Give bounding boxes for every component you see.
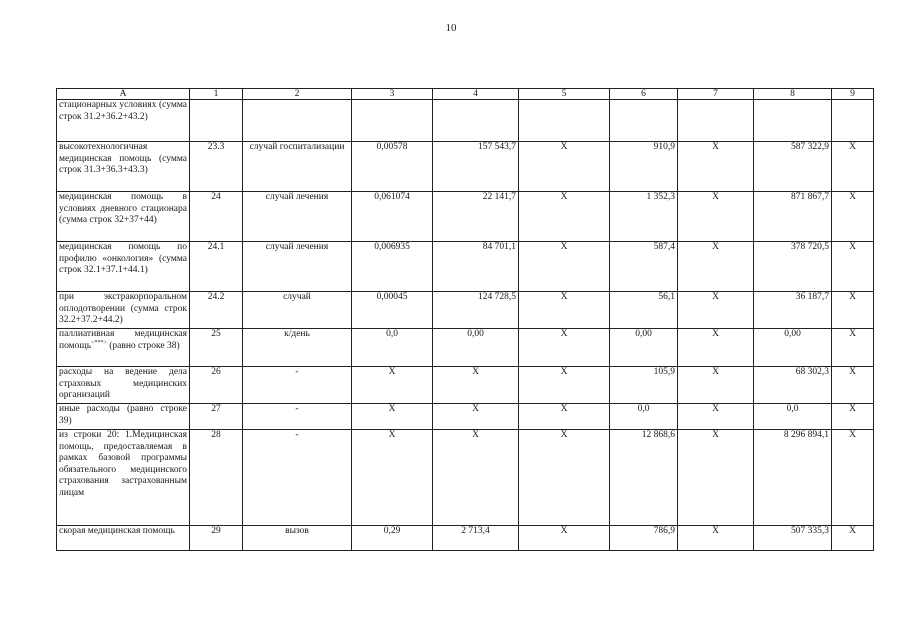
- cell-col5: Х: [519, 242, 610, 292]
- cell-col3: 0,00578: [352, 142, 433, 192]
- row-code: 27: [190, 404, 243, 430]
- cell-col3: 0,29: [352, 526, 433, 551]
- cell-col7: Х: [678, 192, 754, 242]
- row-code: 24.1: [190, 242, 243, 292]
- footnote-mark: <***>: [91, 339, 107, 346]
- table-row: [57, 100, 874, 142]
- row-code: 24: [190, 192, 243, 242]
- cell-col8: 0,00: [754, 329, 832, 367]
- cell-col6: 105,9: [610, 367, 678, 404]
- row-unit: случай: [243, 292, 352, 329]
- cell-col9: Х: [832, 367, 874, 404]
- row-name: стационарных условиях (сумма строк 31.2+36.2+43.2): [57, 100, 190, 142]
- cell-col9: Х: [832, 192, 874, 242]
- cell-col5: Х: [519, 367, 610, 404]
- header-row: [57, 89, 874, 100]
- table-row: [57, 526, 874, 551]
- cell-col9: Х: [832, 142, 874, 192]
- row-name: иные расходы (равно строке 39): [57, 404, 190, 430]
- column-header: 3: [352, 89, 433, 100]
- cell-col4: Х: [433, 404, 519, 430]
- cell-col5: [519, 100, 610, 142]
- row-unit: случай госпитализации: [243, 142, 352, 192]
- cell-col9: Х: [832, 526, 874, 551]
- cell-col6: 12 868,6: [610, 430, 678, 526]
- cell-col4: Х: [433, 430, 519, 526]
- row-code: [190, 100, 243, 142]
- cell-col8: 0,0: [754, 404, 832, 430]
- cell-col4: Х: [433, 367, 519, 404]
- table-row: [57, 292, 874, 329]
- cell-col4: 84 701,1: [433, 242, 519, 292]
- row-code: 26: [190, 367, 243, 404]
- cell-col3: 0,061074: [352, 192, 433, 242]
- cell-col5: Х: [519, 404, 610, 430]
- cell-col3: 0,006935: [352, 242, 433, 292]
- cell-col7: Х: [678, 430, 754, 526]
- table-row: [57, 404, 874, 430]
- cell-col7: Х: [678, 367, 754, 404]
- row-unit: -: [243, 367, 352, 404]
- column-header: 2: [243, 89, 352, 100]
- row-name: расходы на ведение дела страховых медицинских организаций: [57, 367, 190, 404]
- cell-col3: Х: [352, 430, 433, 526]
- cell-col6: 786,9: [610, 526, 678, 551]
- table-row: [57, 242, 874, 292]
- data-table: [56, 88, 874, 551]
- cell-col5: Х: [519, 192, 610, 242]
- cell-col3: 0,0: [352, 329, 433, 367]
- cell-col5: Х: [519, 142, 610, 192]
- row-name-cell: [57, 329, 190, 367]
- row-name: из строки 20: 1.Медицинская помощь, предоставляемая в рамках базовой программы обязательного медицинского страхования застрахованным лицам: [57, 430, 190, 526]
- column-header: 1: [190, 89, 243, 100]
- row-code: 28: [190, 430, 243, 526]
- row-name-tail: (равно строке 38): [109, 340, 180, 351]
- cell-col3: 0,00045: [352, 292, 433, 329]
- cell-col3: Х: [352, 404, 433, 430]
- column-header: 8: [754, 89, 832, 100]
- table-row: [57, 430, 874, 526]
- cell-col7: Х: [678, 404, 754, 430]
- cell-col4: 0,00: [433, 329, 519, 367]
- row-name: при экстракорпоральном оплодотворении (сумма строк 32.2+37.2+44.2): [57, 292, 190, 329]
- cell-col9: Х: [832, 329, 874, 367]
- cell-col4: 124 728,5: [433, 292, 519, 329]
- row-code: 29: [190, 526, 243, 551]
- table-row: [57, 329, 874, 367]
- cell-col7: [678, 100, 754, 142]
- row-name: высокотехнологичная медицинская помощь (сумма строк 31.3+36.3+43.3): [57, 142, 190, 192]
- row-name: скорая медицинская помощь: [57, 526, 190, 551]
- cell-col5: Х: [519, 329, 610, 367]
- row-code: 25: [190, 329, 243, 367]
- column-header: 9: [832, 89, 874, 100]
- table-row: [57, 142, 874, 192]
- column-header: 7: [678, 89, 754, 100]
- cell-col8: [754, 100, 832, 142]
- cell-col8: 587 322,9: [754, 142, 832, 192]
- cell-col9: [832, 100, 874, 142]
- row-unit: [243, 100, 352, 142]
- cell-col7: Х: [678, 292, 754, 329]
- cell-col5: Х: [519, 526, 610, 551]
- cell-col7: Х: [678, 242, 754, 292]
- cell-col6: 1 352,3: [610, 192, 678, 242]
- column-header: 5: [519, 89, 610, 100]
- cell-col6: 0,0: [610, 404, 678, 430]
- row-code: 23.3: [190, 142, 243, 192]
- column-header: А: [57, 89, 190, 100]
- cell-col7: Х: [678, 526, 754, 551]
- cell-col8: 36 187,7: [754, 292, 832, 329]
- table-row: [57, 367, 874, 404]
- cell-col4: 157 543,7: [433, 142, 519, 192]
- cell-col6: 910,9: [610, 142, 678, 192]
- row-unit: случай лечения: [243, 192, 352, 242]
- column-header: 6: [610, 89, 678, 100]
- cell-col4: [433, 100, 519, 142]
- cell-col6: 587,4: [610, 242, 678, 292]
- cell-col9: Х: [832, 292, 874, 329]
- cell-col8: 507 335,3: [754, 526, 832, 551]
- table-row: [57, 192, 874, 242]
- cell-col8: 8 296 894,1: [754, 430, 832, 526]
- cell-col8: 68 302,3: [754, 367, 832, 404]
- row-name: паллиативная медицинская помощь: [59, 329, 187, 351]
- cell-col9: Х: [832, 430, 874, 526]
- cell-col9: Х: [832, 404, 874, 430]
- row-unit: к/день: [243, 329, 352, 367]
- cell-col8: 378 720,5: [754, 242, 832, 292]
- row-unit: вызов: [243, 526, 352, 551]
- cell-col6: 56,1: [610, 292, 678, 329]
- cell-col6: 0,00: [610, 329, 678, 367]
- cell-col7: Х: [678, 329, 754, 367]
- cell-col6: [610, 100, 678, 142]
- row-name: медицинская помощь по профилю «онкология» (сумма строк 32.1+37.1+44.1): [57, 242, 190, 292]
- cell-col4: 2 713,4: [433, 526, 519, 551]
- cell-col8: 871 867,7: [754, 192, 832, 242]
- row-code: 24.2: [190, 292, 243, 329]
- page-number: 10: [445, 22, 457, 34]
- cell-col5: Х: [519, 292, 610, 329]
- row-unit: -: [243, 430, 352, 526]
- column-header: 4: [433, 89, 519, 100]
- cell-col5: Х: [519, 430, 610, 526]
- cell-col9: Х: [832, 242, 874, 292]
- row-name: медицинская помощь в условиях дневного стационара (сумма строк 32+37+44): [57, 192, 190, 242]
- row-unit: -: [243, 404, 352, 430]
- row-unit: случай лечения: [243, 242, 352, 292]
- cell-col4: 22 141,7: [433, 192, 519, 242]
- cell-col7: Х: [678, 142, 754, 192]
- cell-col3: [352, 100, 433, 142]
- cell-col3: Х: [352, 367, 433, 404]
